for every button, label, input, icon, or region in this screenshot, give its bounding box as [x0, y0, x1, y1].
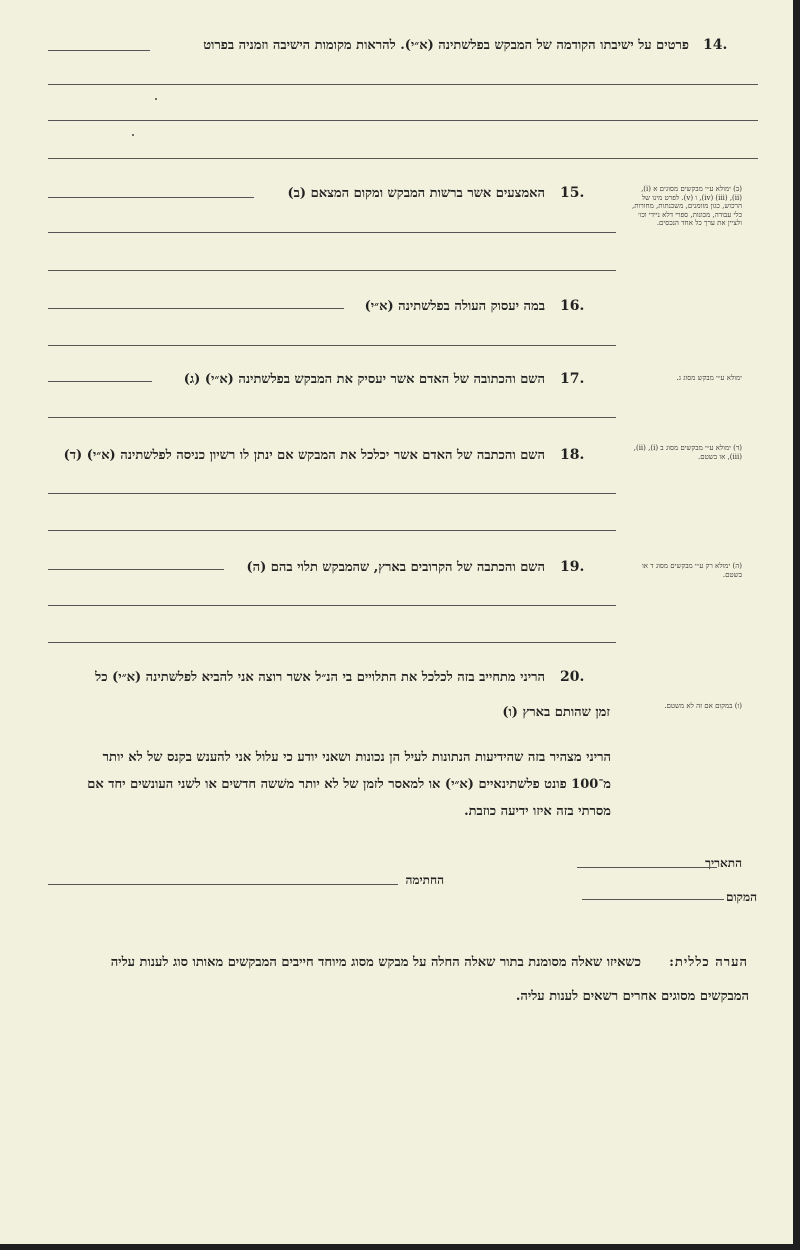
paper-speck	[132, 134, 134, 136]
signature-line[interactable]	[48, 884, 398, 885]
paper-speck	[155, 98, 157, 100]
q19-answer-line-2[interactable]	[48, 605, 616, 606]
general-note-label: הערה כללית:	[669, 955, 748, 970]
q14-number: 14.	[703, 37, 728, 53]
q19-text: השם והכתבה של הקרובים בארץ, שהמבקש תלוי בהם (ה)	[246, 560, 545, 575]
q15-answer-line-2[interactable]	[48, 232, 616, 233]
note-v: (ו) במקום אם זה לא משטם.	[664, 702, 742, 710]
q20-number: 20.	[560, 669, 585, 685]
note-h: (ה) ימולא רק ע״י מבקשים מסוג ד או בשטם.	[642, 562, 742, 579]
q16-answer-line-1[interactable]	[48, 308, 344, 309]
declaration-line-3: מסרתי בזה איזו ידיעה כוזבת.	[464, 804, 611, 819]
q17-answer-line-1[interactable]	[48, 381, 152, 382]
date-line[interactable]	[577, 867, 717, 868]
signature-label: החתימה	[405, 873, 444, 887]
note-d: (ד) ימולא ע״י מבקשים מסוג ב (i), (ii), (iii), או בשטם.	[633, 444, 742, 461]
general-note-line-1: כשאיזו שאלה מסומנת בתור שאלה החלה על מבקש מסוג מיוחד חייבים המבקשים מאותו סוג לענות עליה	[110, 955, 641, 970]
q14-answer-line-2[interactable]	[48, 84, 758, 85]
declaration-line-2: מ־100 פונט פלשתינאיים (א״י) או למאסר לזמן של לא יותר משׁשה חדשים או לשני העונשים יחד אם	[87, 777, 611, 792]
place-label: המקום	[726, 890, 757, 904]
q18-text: השם והכתבה של האדם אשר יכלכל את המבקש אם ינתן לו רשיון כניסה לפלשתינה (א״י) (ד)	[63, 448, 545, 463]
q17-answer-line-2[interactable]	[48, 417, 616, 418]
q20-text-line-2: זמן שהותם בארץ (ו)	[502, 705, 610, 720]
q15-text: האמצעים אשר ברשות המבקש ומקום המצאם (ב)	[287, 186, 545, 201]
q16-number: 16.	[560, 298, 585, 314]
q14-answer-line-1[interactable]	[48, 50, 150, 51]
q19-answer-line-3[interactable]	[48, 642, 616, 643]
q14-answer-line-4[interactable]	[48, 158, 758, 159]
q19-number: 19.	[560, 559, 585, 575]
q15-answer-line-3[interactable]	[48, 270, 616, 271]
q18-answer-line-2[interactable]	[48, 530, 616, 531]
q19-answer-line-1[interactable]	[48, 569, 224, 570]
q17-text: השם והכתובה של האדם אשר יעסיק את המבקש בפלשתינה (א״י) (ג)	[183, 372, 545, 387]
q18-number: 18.	[560, 447, 585, 463]
q15-number: 15.	[560, 185, 585, 201]
general-note-line-2: המבקשים מסוגים אחרים רשאים לענות עליה.	[515, 989, 749, 1004]
q20-text-line-1: הריני מתחייב בזה לכלכל את התלויים בי הנ״ל אשר רוצה אני להביא לפלשתינה (א״י) כל	[95, 670, 545, 685]
q16-text: במה יעסוק העולה בפלשתינה (א״י)	[364, 299, 545, 314]
place-line[interactable]	[582, 899, 724, 900]
q17-number: 17.	[560, 371, 585, 387]
date-label: התאריך	[705, 856, 742, 870]
declaration-paragraph	[41, 744, 611, 825]
q14-answer-line-3[interactable]	[48, 120, 758, 121]
q15-answer-line-1[interactable]	[48, 197, 254, 198]
note-g: ימולא ע״י מבקש מסוג ג.	[676, 374, 742, 382]
note-b: (ב) ימולא ע״י מבקשים מסוגים א (i), (ii), (iii) (iv), ו (v). לפרט מינו של הרכוש, כגון מזומנים, משכנתות, מחורות, כלי עבודה, מכונות, ספרי דלא ניידי וכו׳ ולציין את ערך כל אחד הנכסים.	[632, 185, 742, 227]
q14-text: פרטים על ישיבתו הקודמה של המבקש בפלשתינה (א״י). להראות מקומות הישיבה וזמניה בפרוט	[203, 38, 689, 53]
q18-answer-line-1[interactable]	[48, 493, 616, 494]
declaration-line-1: הריני מצהיר בזה שהידיעות הנתונות לעיל הן נכונות ושאני יודע כי עלול אני להענש בקנס של לא יותר	[102, 750, 611, 765]
q16-answer-line-2[interactable]	[48, 345, 616, 346]
